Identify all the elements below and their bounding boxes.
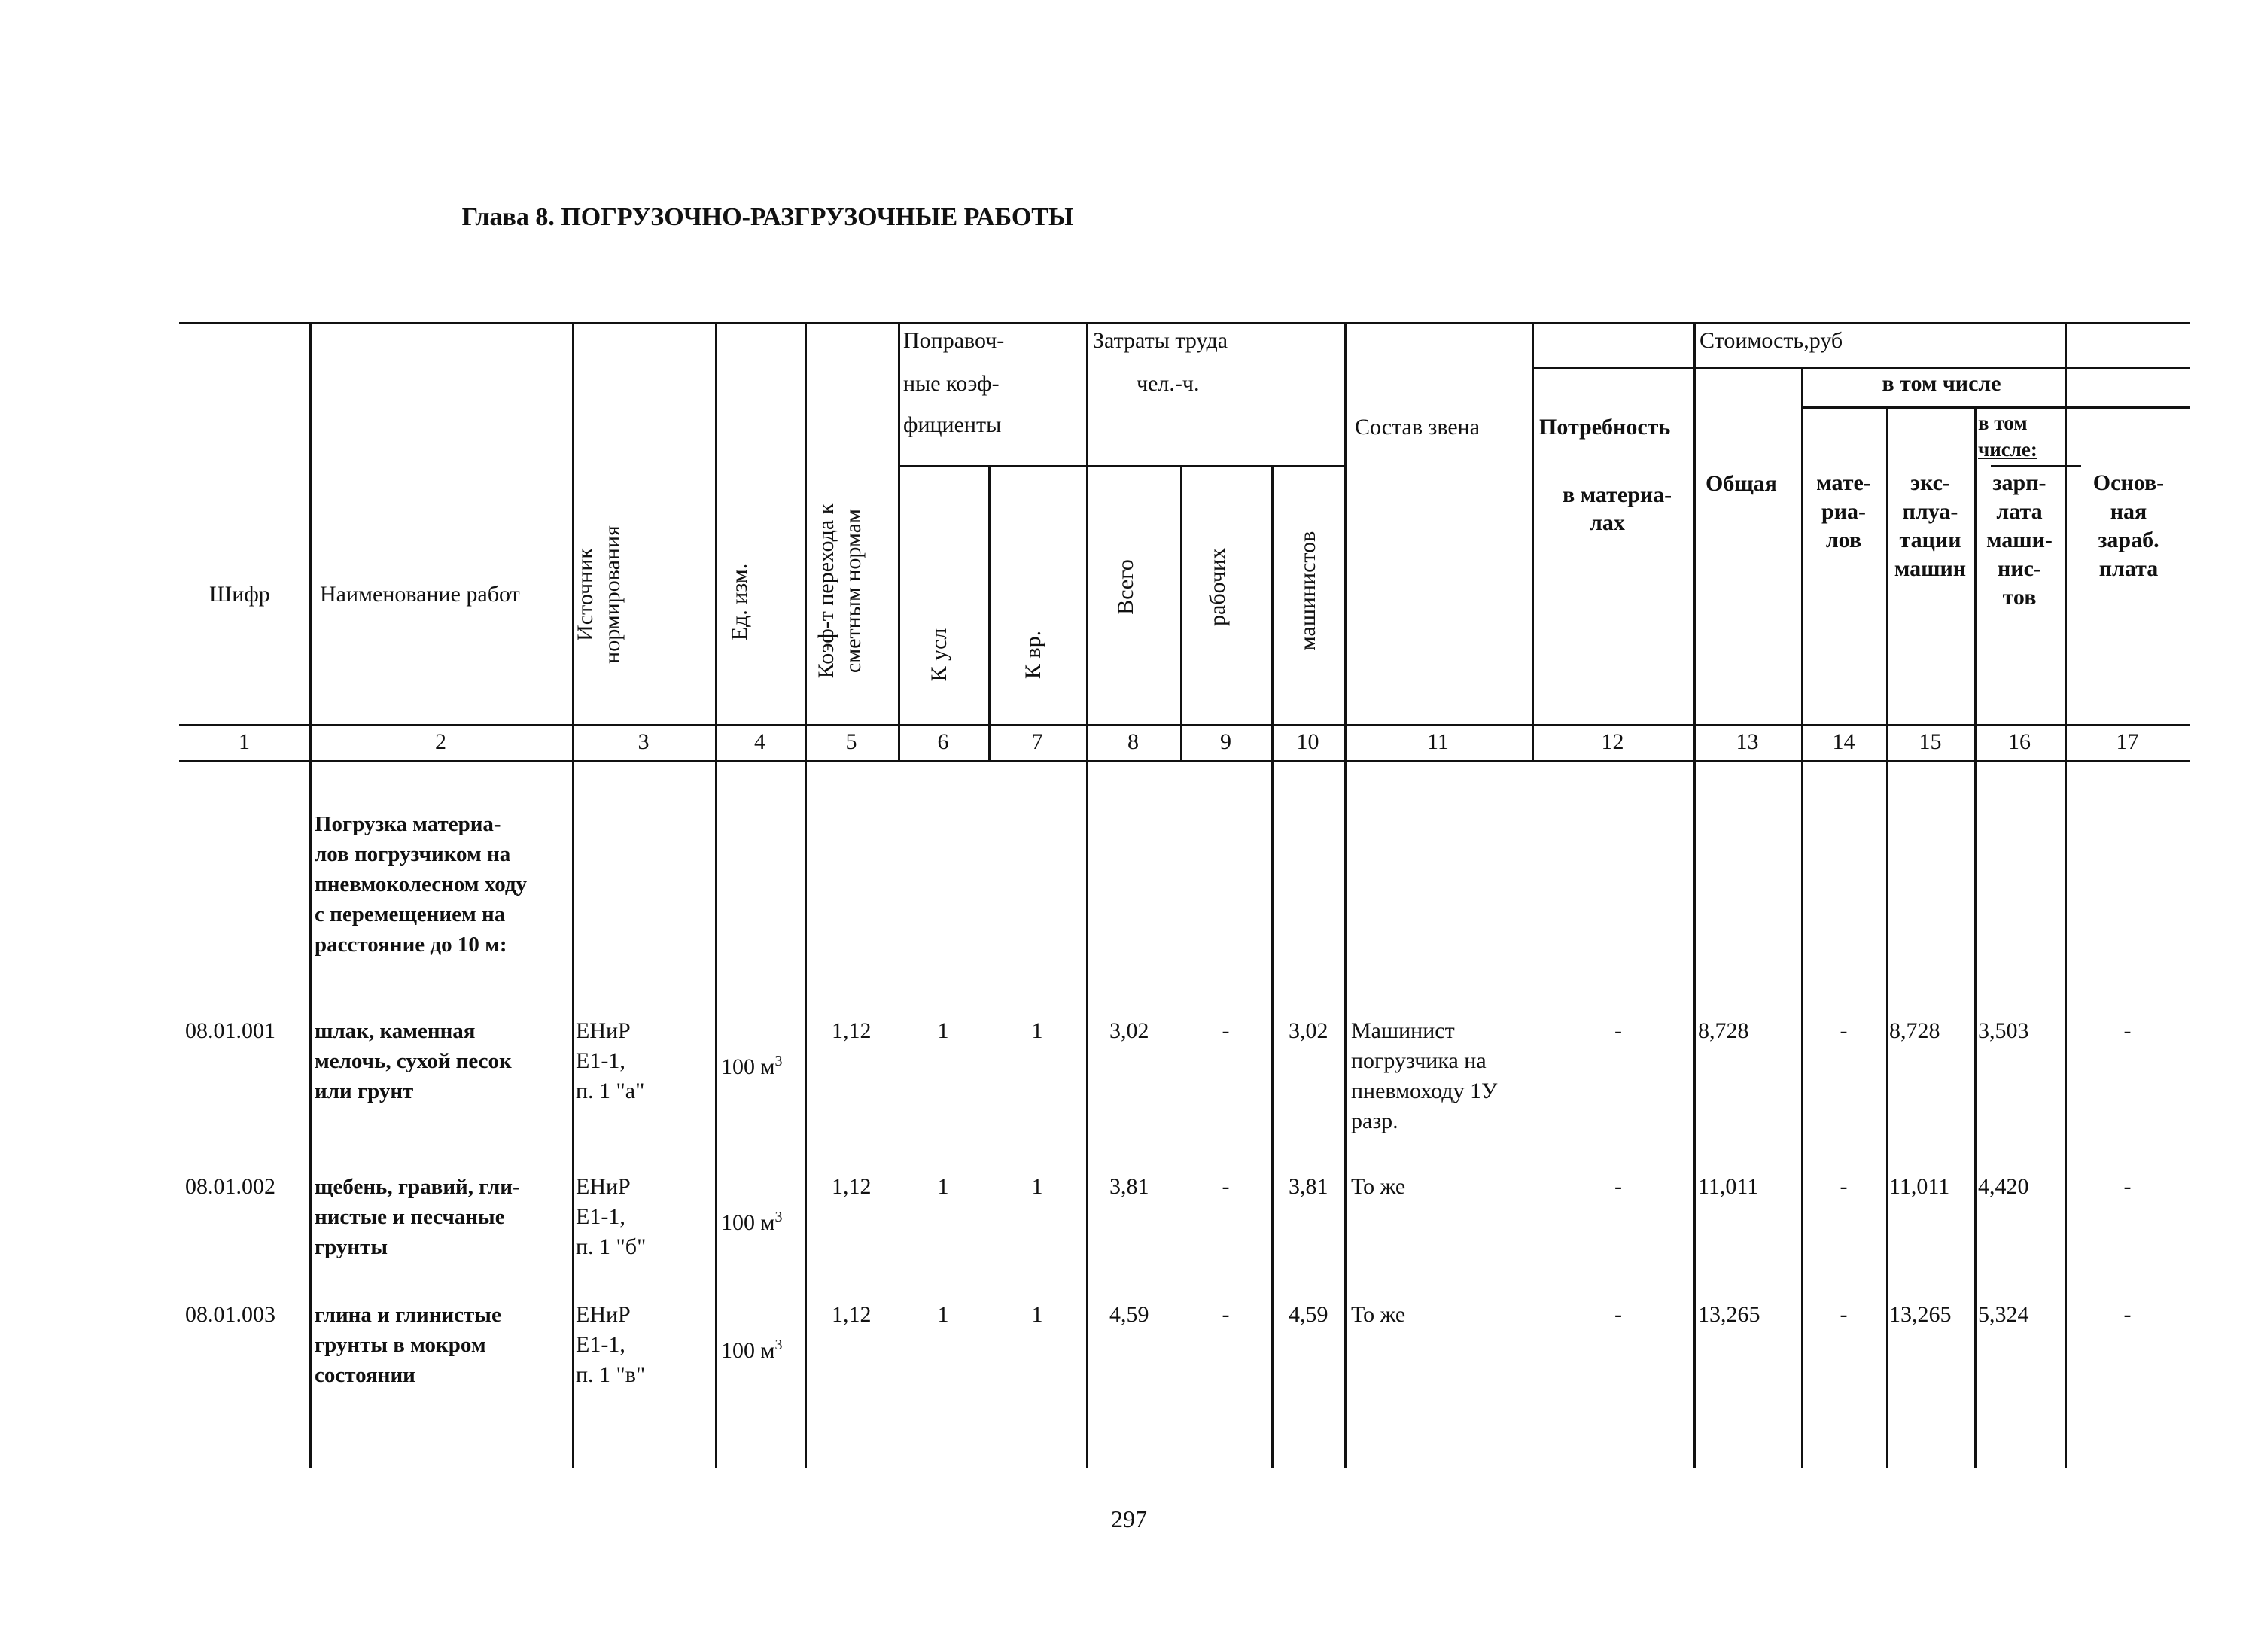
header-k-usl: К усл — [927, 628, 951, 682]
row-k-usl: 1 — [937, 1174, 949, 1199]
col-number: 2 — [435, 729, 446, 754]
col-number: 8 — [1127, 729, 1139, 754]
header-crew: Состав звена — [1355, 415, 1480, 440]
row-code: 08.01.001 — [185, 1018, 275, 1043]
col-number: 1 — [239, 729, 250, 754]
row-cost-materials: - — [1840, 1302, 1848, 1327]
col-number: 4 — [754, 729, 765, 754]
header-corr-line1: Поправоч- — [903, 328, 1005, 353]
row-name: щебень, гравий, гли- нистые и песчаные грунты — [315, 1175, 520, 1259]
row-name: глина и глинистые грунты в мокром состоянии — [315, 1303, 501, 1387]
col-number: 3 — [638, 729, 650, 754]
header-shifr: Шифр — [209, 582, 270, 607]
col-number: 16 — [2008, 729, 2031, 754]
row-coef: 1,12 — [832, 1302, 872, 1327]
header-incl2: в том числе: — [1978, 412, 2037, 461]
row-cost-total: 8,728 — [1698, 1018, 1749, 1043]
header-materials: мате- риа- лов — [1816, 470, 1871, 552]
header-source: Источник нормирования — [573, 525, 625, 664]
row-unit: 100 $м^3$ — [721, 1337, 783, 1363]
group-title: Погрузка материа- лов погрузчиком на пневмоколесном ходу с перемещением на расстояние до 10 м: — [315, 812, 528, 957]
header-cost: Стоимость,руб — [1700, 328, 1843, 353]
row-code: 08.01.002 — [185, 1174, 275, 1199]
row-labor-total: 3,02 — [1109, 1018, 1149, 1043]
col-number: 6 — [937, 729, 949, 754]
header-k-vr: К вр. — [1021, 630, 1045, 680]
row-source: ЕНиР Е1-1, п. 1 "б" — [576, 1174, 647, 1259]
row-main-wage: - — [2123, 1018, 2132, 1043]
col-number: 15 — [1919, 729, 1942, 754]
row-source: ЕНиР Е1-1, п. 1 "в" — [576, 1302, 646, 1387]
row-labor-machinists: 4,59 — [1289, 1302, 1328, 1327]
row-cost-materials: - — [1840, 1174, 1848, 1199]
row-cost-operation: 13,265 — [1889, 1302, 1952, 1327]
header-need-line2: в материа- — [1563, 482, 1672, 507]
header-labor-line1: Затраты труда — [1093, 328, 1228, 353]
header-coef: Коэф-т перехода к сметным нормам — [814, 503, 866, 679]
row-cost-operation: 11,011 — [1889, 1174, 1950, 1199]
header-need-line3: лах — [1590, 510, 1625, 535]
row-cost-operation: 8,728 — [1889, 1018, 1940, 1043]
header-need-line1: Потребность — [1539, 415, 1671, 440]
row-unit: 100 $м^3$ — [721, 1053, 783, 1079]
col-number: 7 — [1031, 729, 1043, 754]
row-code: 08.01.003 — [185, 1302, 275, 1327]
col-number: 10 — [1296, 729, 1319, 754]
row-name: шлак, каменная мелочь, сухой песок или грунт — [315, 1019, 512, 1103]
row-cost-total: 13,265 — [1698, 1302, 1760, 1327]
header-incl: в том числе — [1882, 371, 2001, 396]
header-name: Наименование работ — [320, 582, 520, 607]
row-k-vr: 1 — [1031, 1174, 1043, 1199]
row-main-wage: - — [2123, 1302, 2132, 1327]
row-k-vr: 1 — [1031, 1018, 1043, 1043]
row-k-vr: 1 — [1031, 1302, 1043, 1327]
row-cost-wage-mach: 5,324 — [1978, 1302, 2029, 1327]
header-labor-line2: чел.-ч. — [1137, 371, 1200, 396]
col-number: 12 — [1601, 729, 1624, 754]
row-labor-total: 4,59 — [1109, 1302, 1149, 1327]
row-main-wage: - — [2123, 1174, 2132, 1199]
header-corr-line3: фициенты — [903, 412, 1002, 437]
row-labor-workers: - — [1222, 1018, 1230, 1043]
header-operation: экс- плуа- тации машин — [1894, 470, 1967, 581]
header-wage-mach: зарп- лата маши- нис- тов — [1986, 470, 2053, 610]
col-number: 11 — [1427, 729, 1449, 754]
row-crew: То же — [1351, 1174, 1406, 1199]
row-cost-wage-mach: 4,420 — [1978, 1174, 2029, 1199]
col-number: 5 — [845, 729, 857, 754]
row-need: - — [1614, 1302, 1622, 1327]
header-total: Общая — [1706, 471, 1777, 496]
page-title: Глава 8. ПОГРУЗОЧНО-РАЗГРУЗОЧНЫЕ РАБОТЫ — [461, 203, 1074, 231]
col-number: 9 — [1220, 729, 1231, 754]
col-number: 14 — [1832, 729, 1855, 754]
col-number: 13 — [1736, 729, 1759, 754]
header-unit: Ед. изм. — [727, 563, 752, 641]
header-labor-machinists: машинистов — [1295, 531, 1320, 651]
row-need: - — [1614, 1018, 1622, 1043]
header-labor-workers: рабочих — [1205, 548, 1230, 626]
row-cost-total: 11,011 — [1698, 1174, 1759, 1199]
row-coef: 1,12 — [832, 1174, 872, 1199]
page-number: 297 — [1111, 1505, 1147, 1532]
header-main-wage: Основ- ная зараб. плата — [2092, 470, 2165, 581]
row-k-usl: 1 — [937, 1302, 949, 1327]
header-labor-total: Всего — [1113, 559, 1138, 615]
row-crew: То же — [1351, 1302, 1406, 1327]
row-labor-machinists: 3,81 — [1289, 1174, 1328, 1199]
row-labor-total: 3,81 — [1109, 1174, 1149, 1199]
col-number: 17 — [2116, 729, 2139, 754]
row-source: ЕНиР Е1-1, п. 1 "а" — [576, 1018, 645, 1103]
row-k-usl: 1 — [937, 1018, 949, 1043]
row-labor-workers: - — [1222, 1302, 1230, 1327]
row-unit: 100 $м^3$ — [721, 1209, 783, 1235]
row-labor-workers: - — [1222, 1174, 1230, 1199]
row-crew: Машинист погрузчика на пневмоходу 1У разр. — [1351, 1018, 1498, 1133]
row-cost-wage-mach: 3,503 — [1978, 1018, 2029, 1043]
header-corr-line2: ные коэф- — [903, 371, 1000, 396]
row-coef: 1,12 — [832, 1018, 872, 1043]
row-cost-materials: - — [1840, 1018, 1848, 1043]
row-need: - — [1614, 1174, 1622, 1199]
row-labor-machinists: 3,02 — [1289, 1018, 1328, 1043]
